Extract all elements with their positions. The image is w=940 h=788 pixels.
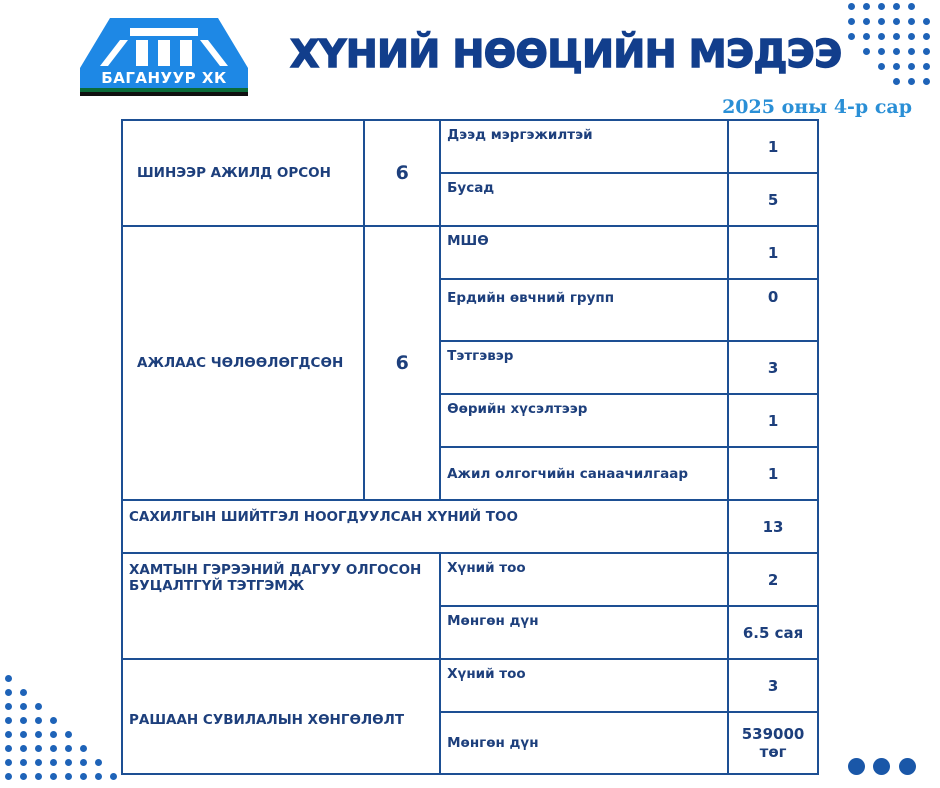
decorative-dot (923, 63, 930, 70)
decorative-dot (65, 773, 72, 780)
decorative-dot (848, 18, 855, 25)
decorative-dot (20, 717, 27, 724)
decorative-dot (908, 63, 915, 70)
released-row-label: Ердийн өвчний групп (440, 279, 728, 341)
decorative-dot (878, 63, 885, 70)
released-total: 6 (364, 226, 440, 500)
severance-amount: 6.5 (742, 623, 770, 642)
decorative-dot (5, 717, 12, 724)
decorative-dot (893, 18, 900, 25)
decorative-dot (873, 758, 890, 775)
sanatorium-unit: төг (759, 743, 787, 761)
decorative-dot (65, 731, 72, 738)
decorative-dot (848, 3, 855, 10)
decorative-dot (5, 675, 12, 682)
sanatorium-amount-cell (728, 712, 818, 774)
released-label: АЖЛААС ЧӨЛӨӨЛӨГДСӨН (122, 226, 364, 500)
released-row-value: 1 (728, 226, 818, 279)
discipline-label: САХИЛГЫН ШИЙТГЭЛ НООГДУУЛСАН ХҮНИЙ ТОО (122, 500, 728, 553)
decorative-dot (20, 689, 27, 696)
decorative-dot (848, 33, 855, 40)
decorative-dot (893, 63, 900, 70)
hired-row-label: Дээд мэргэжилтэй (440, 120, 728, 173)
decorative-dot (5, 731, 12, 738)
decorative-dot (65, 759, 72, 766)
severance-row-value: 2 (728, 553, 818, 606)
decorative-dot (863, 48, 870, 55)
decorative-dot (35, 703, 42, 710)
decorative-dot (95, 759, 102, 766)
severance-unit: сая (774, 623, 804, 642)
decorative-dot (80, 759, 87, 766)
decorative-dot (20, 759, 27, 766)
decorative-dot (5, 703, 12, 710)
decorative-dot (20, 731, 27, 738)
logo-building-icon (80, 18, 248, 70)
decorative-dot (878, 33, 885, 40)
hired-total: 6 (364, 120, 440, 226)
sanatorium-row-label: Мөнгөн дүн (440, 712, 728, 774)
company-logo (80, 18, 248, 100)
decorative-dot (5, 759, 12, 766)
decorative-dot (878, 48, 885, 55)
decorative-dot (65, 745, 72, 752)
discipline-value: 13 (728, 500, 818, 553)
decorative-dot (35, 773, 42, 780)
decorative-dots-bottom-left (0, 670, 120, 788)
released-row-value: 1 (728, 394, 818, 447)
decorative-dot (80, 773, 87, 780)
decorative-dot (878, 3, 885, 10)
decorative-dot (35, 731, 42, 738)
hired-row-label: Бусад (440, 173, 728, 226)
severance-label: ХАМТЫН ГЭРЭЭНИЙ ДАГУУ ОЛГОСОН БУЦАЛТГҮЙ ТЭТГЭМЖ (122, 553, 440, 659)
released-row-value: 1 (728, 447, 818, 500)
decorative-dot (923, 33, 930, 40)
decorative-dot (50, 745, 57, 752)
sanatorium-row-label: Хүний тоо (440, 659, 728, 712)
decorative-dot (908, 18, 915, 25)
decorative-dot (5, 773, 12, 780)
decorative-dot (35, 759, 42, 766)
released-row-value: 0 (728, 279, 818, 341)
logo-text: БАГАНУУР ХК (80, 68, 248, 88)
page-title: ХҮНИЙ НӨӨЦИЙН МЭДЭЭ (290, 32, 842, 76)
severance-row-label: Хүний тоо (440, 553, 728, 606)
decorative-dot (20, 703, 27, 710)
decorative-dot (908, 3, 915, 10)
released-row-label: Ажил олгогчийн санаачилгаар (440, 447, 728, 500)
decorative-dot (863, 3, 870, 10)
hired-row-value: 5 (728, 173, 818, 226)
decorative-dot (50, 717, 57, 724)
report-period: 2025 оны 4-р сар (722, 96, 912, 118)
decorative-dot (35, 717, 42, 724)
sanatorium-label: РАШААН СУВИЛАЛЫН ХӨНГӨЛӨЛТ (122, 659, 440, 774)
released-row-value: 3 (728, 341, 818, 394)
decorative-dot (80, 745, 87, 752)
hired-row-value: 1 (728, 120, 818, 173)
decorative-dot (893, 3, 900, 10)
decorative-dot (863, 33, 870, 40)
decorative-dot (35, 745, 42, 752)
decorative-dot (20, 773, 27, 780)
decorative-dots-top-right (848, 0, 940, 95)
decorative-dot (95, 773, 102, 780)
severance-amount-cell (728, 606, 818, 659)
decorative-dot (50, 773, 57, 780)
released-row-label: Өөрийн хүсэлтээр (440, 394, 728, 447)
released-row-label: Тэтгэвэр (440, 341, 728, 394)
decorative-dot (50, 731, 57, 738)
decorative-dot (908, 33, 915, 40)
decorative-dot (893, 33, 900, 40)
decorative-dot (899, 758, 916, 775)
decorative-dot (923, 18, 930, 25)
decorative-dot (908, 48, 915, 55)
severance-row-label: Мөнгөн дүн (440, 606, 728, 659)
decorative-dot (50, 759, 57, 766)
decorative-dot (908, 78, 915, 85)
sanatorium-amount: 539000 (741, 725, 805, 743)
decorative-dot (893, 78, 900, 85)
hired-label: ШИНЭЭР АЖИЛД ОРСОН (122, 120, 364, 226)
decorative-dot (923, 78, 930, 85)
decorative-dot (5, 689, 12, 696)
decorative-dot (110, 773, 117, 780)
decorative-dot (5, 745, 12, 752)
sanatorium-row-value: 3 (728, 659, 818, 712)
decorative-dot (878, 18, 885, 25)
decorative-dot (848, 758, 865, 775)
decorative-dot (863, 18, 870, 25)
hr-report-table (121, 119, 819, 775)
logo-stripe-dark (80, 92, 248, 96)
decorative-dot (893, 48, 900, 55)
decorative-dot (20, 745, 27, 752)
released-row-label: МШӨ (440, 226, 728, 279)
decorative-dot (923, 48, 930, 55)
